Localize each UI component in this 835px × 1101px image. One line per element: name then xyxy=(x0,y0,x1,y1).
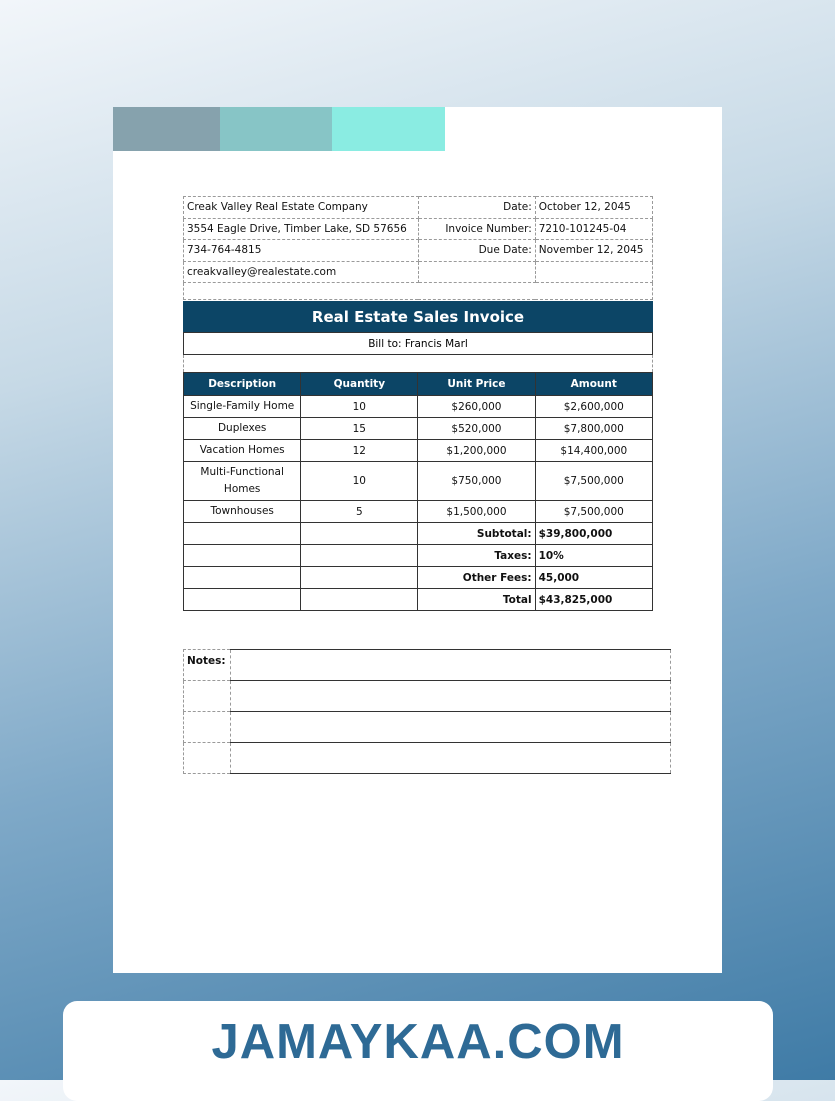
taxes-row xyxy=(184,545,653,567)
color-strip-2 xyxy=(220,107,332,151)
notes-line[interactable] xyxy=(231,650,671,681)
cell-description: Duplexes xyxy=(184,418,301,440)
invoice-title: Real Estate Sales Invoice xyxy=(183,301,653,332)
notes-line[interactable] xyxy=(231,743,671,774)
notes-table xyxy=(183,649,671,774)
notes-line[interactable] xyxy=(231,681,671,712)
cell-quantity: 10 xyxy=(301,462,418,501)
cell-quantity: 15 xyxy=(301,418,418,440)
due-date-value: November 12, 2045 xyxy=(535,240,652,262)
cell-amount: $7,500,000 xyxy=(535,501,652,523)
cell-unit-price: $1,200,000 xyxy=(418,440,535,462)
items-table xyxy=(183,372,653,611)
table-row xyxy=(184,501,653,523)
cell-unit-price: $520,000 xyxy=(418,418,535,440)
notes-line[interactable] xyxy=(231,712,671,743)
cell-amount: $7,800,000 xyxy=(535,418,652,440)
table-row xyxy=(184,462,653,501)
subtotal-label: Subtotal: xyxy=(418,523,535,545)
total-label: Total xyxy=(418,589,535,611)
company-phone: 734-764-4815 xyxy=(184,240,419,262)
cell-description: Single-Family Home xyxy=(184,396,301,418)
table-row xyxy=(184,418,653,440)
table-row xyxy=(184,440,653,462)
other-fees-label: Other Fees: xyxy=(418,567,535,589)
company-name: Creak Valley Real Estate Company xyxy=(184,197,419,219)
date-label: Date: xyxy=(418,197,535,219)
cell-unit-price: $1,500,000 xyxy=(418,501,535,523)
bill-to: Bill to: Francis Marl xyxy=(183,332,653,355)
table-row xyxy=(184,396,653,418)
other-fees-row xyxy=(184,567,653,589)
cell-quantity: 5 xyxy=(301,501,418,523)
cell-quantity: 10 xyxy=(301,396,418,418)
header-description: Description xyxy=(184,373,301,396)
cell-description: Townhouses xyxy=(184,501,301,523)
total-row xyxy=(184,589,653,611)
cell-description: Multi-Functional Homes xyxy=(184,462,301,501)
brand-name: JAMAYKAA.COM xyxy=(211,1015,625,1069)
due-date-label: Due Date: xyxy=(418,240,535,262)
cell-description: Vacation Homes xyxy=(184,440,301,462)
cell-unit-price: $260,000 xyxy=(418,396,535,418)
invoice-number-value: 7210-101245-04 xyxy=(535,218,652,240)
cell-amount: $7,500,000 xyxy=(535,462,652,501)
spacer-row xyxy=(183,355,653,372)
subtotal-row xyxy=(184,523,653,545)
cell-amount: $2,600,000 xyxy=(535,396,652,418)
header-amount: Amount xyxy=(535,373,652,396)
company-email: creakvalley@realestate.com xyxy=(184,261,419,283)
cell-unit-price: $750,000 xyxy=(418,462,535,501)
taxes-label: Taxes: xyxy=(418,545,535,567)
header-quantity: Quantity xyxy=(301,373,418,396)
invoice-number-label: Invoice Number: xyxy=(418,218,535,240)
taxes-value: 10% xyxy=(535,545,652,567)
invoice-paper xyxy=(113,107,722,973)
other-fees-value: 45,000 xyxy=(535,567,652,589)
cell-amount: $14,400,000 xyxy=(535,440,652,462)
company-info-table xyxy=(183,196,653,300)
subtotal-value: $39,800,000 xyxy=(535,523,652,545)
header-unit-price: Unit Price xyxy=(418,373,535,396)
cell-quantity: 12 xyxy=(301,440,418,462)
date-value: October 12, 2045 xyxy=(535,197,652,219)
color-strip-1 xyxy=(113,107,220,151)
company-address: 3554 Eagle Drive, Timber Lake, SD 57656 xyxy=(184,218,419,240)
brand-banner xyxy=(63,1001,773,1101)
total-value: $43,825,000 xyxy=(535,589,652,611)
color-strip-3 xyxy=(332,107,445,151)
notes-label: Notes: xyxy=(184,650,231,681)
